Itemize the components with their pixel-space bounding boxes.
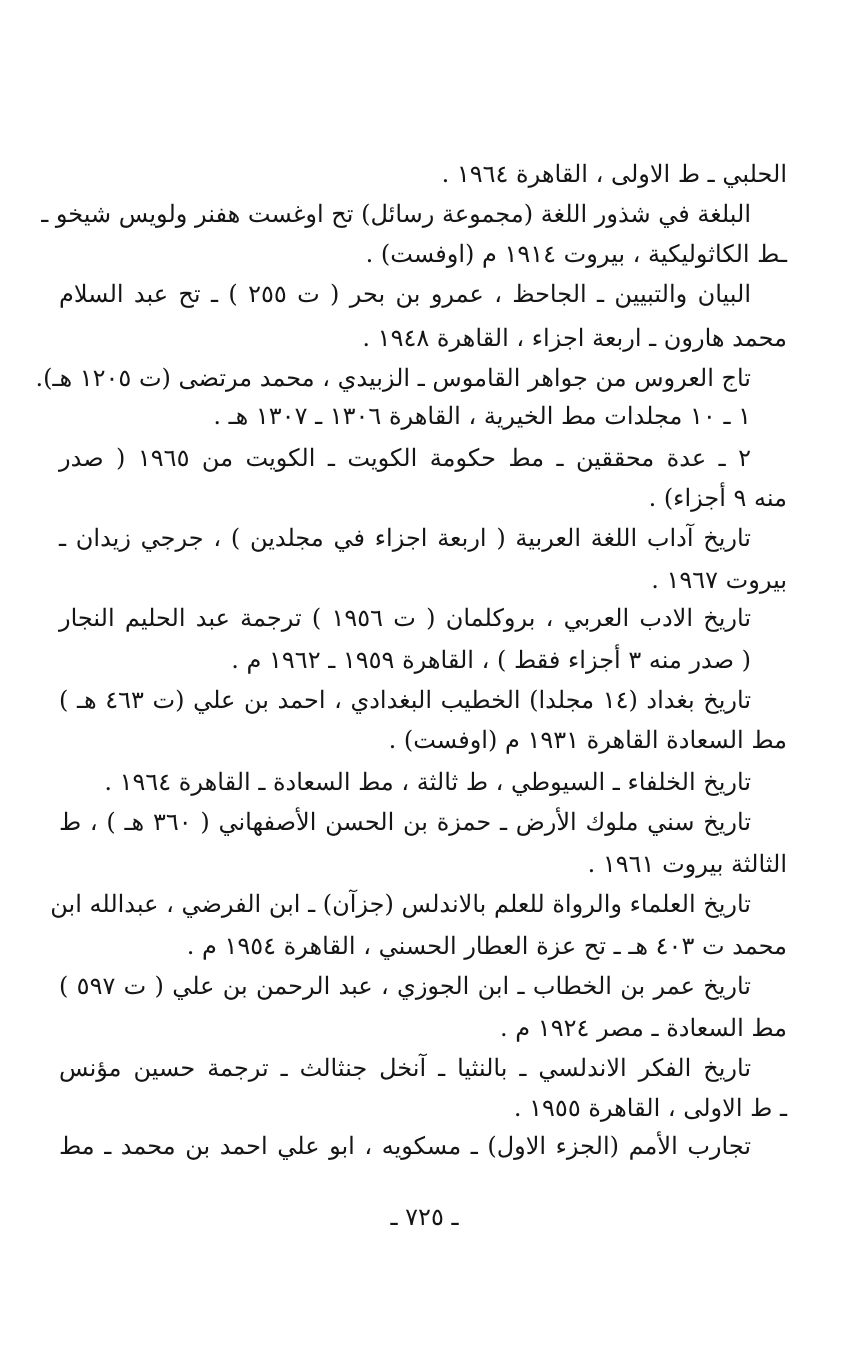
text-line: تاريخ آداب اللغة العربية ( اربعة اجزاء في مجلدين ) ، جرجي زيدان ـ [59, 524, 751, 552]
page-number: ـ ٧٢٥ ـ [390, 1203, 459, 1231]
text-line: مط السعادة ـ مصر ١٩٢٤ م . [500, 1014, 787, 1042]
text-line: مط السعادة القاهرة ١٩٣١ م (اوفست) . [388, 726, 787, 754]
text-line: تاريخ بغداد (١٤ مجلدا) الخطيب البغدادي ، احمد بن علي (ت ٤٦٣ هـ ) [59, 686, 751, 714]
text-line: تاريخ العلماء والرواة للعلم بالاندلس (جزآن) ـ ابن الفرضي ، عبدالله ابن [50, 890, 751, 918]
text-line: تجارب الأمم (الجزء الاول) ـ مسكويه ، ابو علي احمد بن محمد ـ مط [59, 1132, 751, 1160]
text-line: ١ ـ ١٠ مجلدات مط الخيرية ، القاهرة ١٣٠٦ ـ ١٣٠٧ هـ . [213, 402, 751, 430]
text-line: منه ٩ أجزاء) . [648, 484, 787, 512]
text-line: بيروت ١٩٦٧ . [651, 566, 787, 594]
text-line: تاريخ الخلفاء ـ السيوطي ، ط ثالثة ، مط السعادة ـ القاهرة ١٩٦٤ . [104, 768, 751, 796]
text-line: محمد ت ٤٠٣ هـ ـ تح عزة العطار الحسني ، القاهرة ١٩٥٤ م . [186, 932, 787, 960]
text-line: ـ ط الاولى ، القاهرة ١٩٥٥ . [513, 1094, 787, 1122]
text-line: تاج العروس من جواهر القاموس ـ الزبيدي ، محمد مرتضى (ت ١٢٠٥ هـ). [35, 364, 751, 392]
text-line: الحلبي ـ ط الاولى ، القاهرة ١٩٦٤ . [441, 160, 787, 188]
text-line: تاريخ الفكر الاندلسي ـ بالنثيا ـ آنخل جنثالث ـ ترجمة حسين مؤنس [59, 1054, 751, 1082]
text-line: ( صدر منه ٣ أجزاء فقط ) ، القاهرة ١٩٥٩ ـ ١٩٦٢ م . [231, 646, 751, 674]
text-line: ٢ ـ عدة محققين ـ مط حكومة الكويت ـ الكويت من ١٩٦٥ ( صدر [59, 444, 752, 472]
text-line: تاريخ سني ملوك الأرض ـ حمزة بن الحسن الأصفهاني ( ٣٦٠ هـ ) ، ط [59, 808, 752, 836]
text-line: الثالثة بيروت ١٩٦١ . [587, 850, 787, 878]
text-line: تاريخ الادب العربي ، بروكلمان ( ت ١٩٥٦ ) ترجمة عبد الحليم النجار [59, 604, 751, 632]
text-line: ـط الكاثوليكية ، بيروت ١٩١٤ م (اوفست) . [365, 240, 787, 268]
text-line: البلغة في شذور اللغة (مجموعة رسائل) تح اوغست هفنر ولويس شيخو ـ [41, 200, 751, 228]
text-line: البيان والتبيين ـ الجاحظ ، عمرو بن بحر ( ت ٢٥٥ ) ـ تح عبد السلام [59, 280, 751, 308]
text-line: تاريخ عمر بن الخطاب ـ ابن الجوزي ، عبد الرحمن بن علي ( ت ٥٩٧ ) [59, 972, 751, 1000]
text-line: محمد هارون ـ اربعة اجزاء ، القاهرة ١٩٤٨ . [362, 324, 787, 352]
